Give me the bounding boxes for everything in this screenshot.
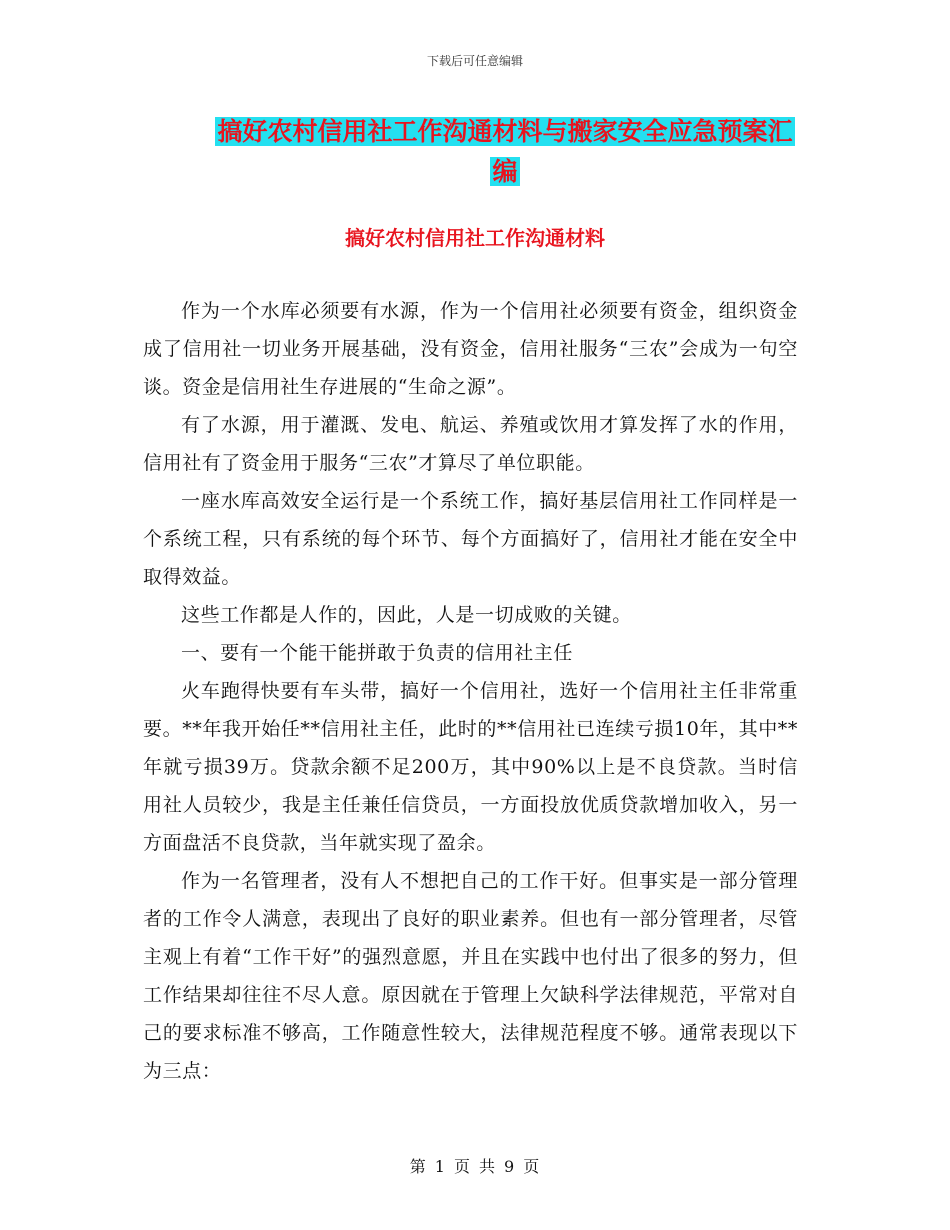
document-body bbox=[143, 292, 798, 1090]
section-title: 搞好农村信用社工作沟通材料 bbox=[345, 226, 605, 250]
footer-suffix: 页 bbox=[523, 1157, 541, 1176]
footer-total-pages: 9 bbox=[504, 1157, 516, 1176]
document-title bbox=[190, 112, 820, 192]
document-title-line2: 编 bbox=[492, 157, 518, 186]
paragraph: 作为一名管理者，没有人不想把自己的工作干好。但事实是一部分管理者的工作令人满意，表现出了良好的职业素养。但也有一部分管理者，尽管主观上有着“工作干好”的强烈意愿，并且在实践中也付出了很多的努力，但工作结果却往往不尽人意。原因就在于管理上欠缺科学法律规范，平常对自己的要求标准不够高，工作随意性较大，法律规范程度不够。通常表现以下为三点： bbox=[143, 870, 798, 1082]
paragraph-heading: 一、要有一个能干能拼敢于负责的信用社主任 bbox=[181, 642, 574, 664]
paragraph: 一座水库高效安全运行是一个系统工作，搞好基层信用社工作同样是一个系统工程，只有系统的每个环节、每个方面搞好了，信用社才能在安全中取得效益。 bbox=[143, 490, 798, 588]
footer-total-prefix: 共 bbox=[479, 1157, 497, 1176]
footer-middle: 页 bbox=[453, 1157, 471, 1176]
footer-page-number: 1 bbox=[434, 1157, 446, 1176]
document-title-line1: 搞好农村信用社工作沟通材料与搬家安全应急预案汇 bbox=[217, 117, 793, 146]
page-footer bbox=[0, 1154, 950, 1177]
page-header-note: 下载后可任意编辑 bbox=[426, 54, 523, 68]
paragraph: 这些工作都是人作的，因此，人是一切成败的关键。 bbox=[181, 604, 632, 626]
paragraph: 作为一个水库必须要有水源，作为一个信用社必须要有资金，组织资金成了信用社一切业务开展基础，没有资金，信用社服务“三农”会成为一句空谈。资金是信用社生存进展的“生命之源”。 bbox=[143, 300, 798, 398]
footer-prefix: 第 bbox=[409, 1157, 427, 1176]
paragraph: 火车跑得快要有车头带，搞好一个信用社，选好一个信用社主任非常重要。**年我开始任**信用社主任，此时的**信用社已连续亏损10年，其中**年就亏损39万。贷款余额不足200万，其中90%以上是不良贷款。当时信用社人员较少，我是主任兼任信贷员，一方面投放优质贷款增加收入，另一方面盘活不良贷款，当年就实现了盈余。 bbox=[143, 680, 798, 854]
paragraph: 有了水源，用于灌溉、发电、航运、养殖或饮用才算发挥了水的作用，信用社有了资金用于服务“三农”才算尽了单位职能。 bbox=[143, 414, 798, 474]
